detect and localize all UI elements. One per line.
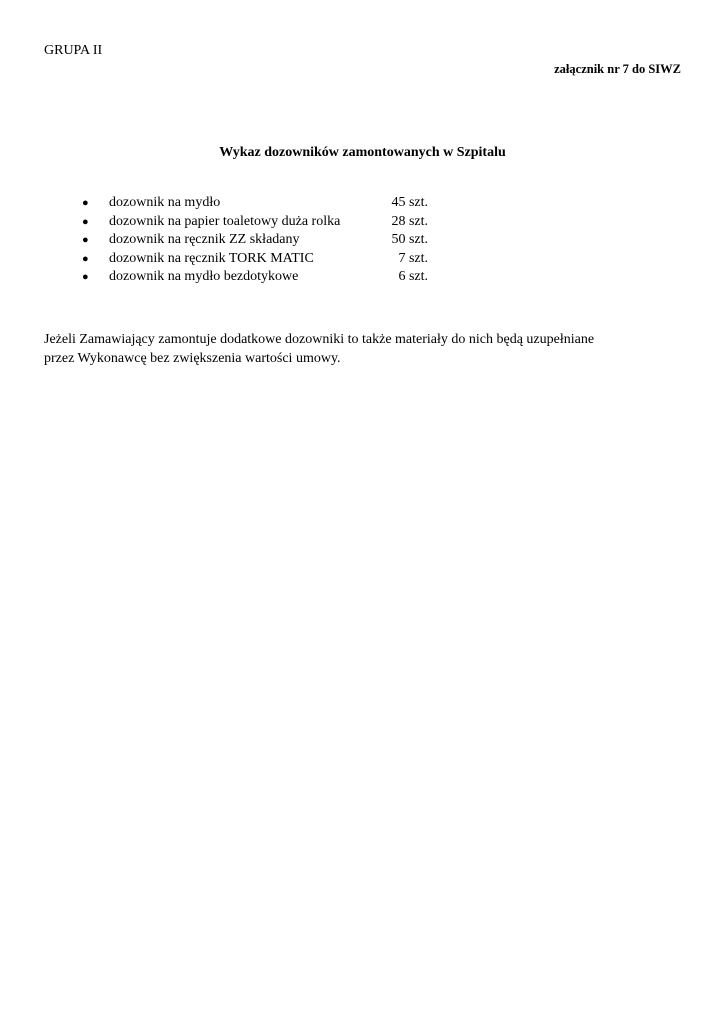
bullet-icon: ● [82, 215, 89, 228]
document-title: Wykaz dozowników zamontowanych w Szpitalu [219, 145, 506, 160]
note-line: Jeżeli Zamawiający zamontuje dodatkowe dozowniki to także materiały do nich będą uzupełniane [44, 332, 595, 347]
bullet-icon: ● [82, 197, 89, 209]
item-quantity: 28 szt. [391, 213, 428, 229]
item-label: dozownik na papier toaletowy duża rolka [109, 213, 341, 229]
list-item [82, 213, 432, 232]
note-line: przez Wykonawcę bez zwiększenia wartości umowy. [44, 350, 341, 366]
item-label: dozownik na mydło bezdotykowe [109, 269, 299, 284]
note-paragraph [44, 331, 684, 368]
bullet-icon: ● [82, 252, 89, 265]
item-quantity: 6 szt. [398, 269, 428, 284]
bullet-icon: ● [82, 234, 89, 246]
group-label: GRUPA II [44, 43, 103, 58]
item-label: dozownik na ręcznik ZZ składany [109, 232, 300, 247]
list-item [82, 250, 432, 269]
list-item [82, 194, 432, 213]
attachment-label: załącznik nr 7 do SIWZ [554, 62, 681, 76]
item-label: dozownik na mydło [109, 195, 221, 210]
item-quantity: 7 szt. [398, 250, 428, 266]
bullet-icon: ● [82, 271, 89, 283]
item-quantity: 50 szt. [391, 232, 428, 247]
list-item [82, 268, 432, 287]
dispenser-list [82, 194, 432, 287]
item-label: dozownik na ręcznik TORK MATIC [109, 250, 314, 266]
list-item [82, 231, 432, 250]
item-quantity: 45 szt. [391, 195, 428, 210]
